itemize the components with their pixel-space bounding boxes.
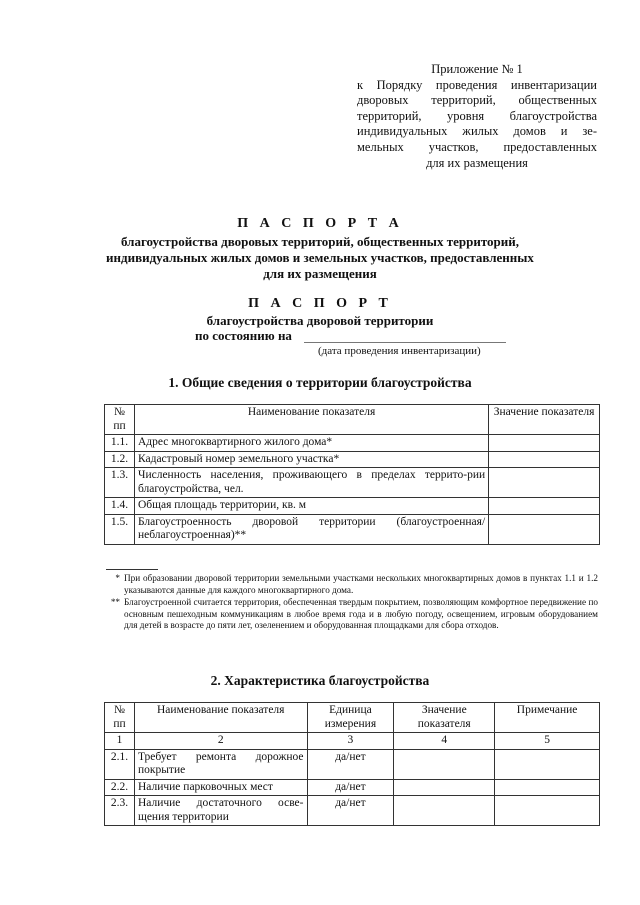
row-name: Наличие парковочных мест xyxy=(134,779,307,796)
annex-line: к Порядку проведения инвентаризации xyxy=(357,77,597,92)
column-number: 4 xyxy=(394,733,495,750)
header-cell: Наименование показателя xyxy=(134,703,307,733)
sub-title xyxy=(0,296,640,329)
row-unit: да/нет xyxy=(307,779,394,796)
header-cell: № пп xyxy=(105,703,135,733)
annex-line: мельных участков, предоставленных xyxy=(357,139,597,154)
table-row xyxy=(105,498,600,515)
annex-line: Приложение № 1 xyxy=(431,62,523,76)
row-name: Наличие достаточного осве-щения территории xyxy=(134,796,307,826)
row-number: 1.1. xyxy=(105,435,135,452)
row-note xyxy=(495,749,600,779)
row-number: 1.3. xyxy=(105,468,135,498)
main-title xyxy=(0,216,640,282)
row-value xyxy=(394,779,495,796)
table-header-row xyxy=(105,405,600,435)
column-number: 2 xyxy=(134,733,307,750)
main-title-heading: П А С П О Р Т А xyxy=(237,216,403,231)
header-cell: Значение показателя xyxy=(394,703,495,733)
header-cell: Примечание xyxy=(495,703,600,733)
main-title-line: для их размещения xyxy=(263,266,377,281)
header-cell: Наименование показателя xyxy=(134,405,488,435)
table-row xyxy=(105,779,600,796)
row-number: 1.4. xyxy=(105,498,135,515)
footnote xyxy=(106,573,598,596)
section1-title: 1. Общие сведения о территории благоустройства xyxy=(168,375,472,390)
row-note xyxy=(495,779,600,796)
row-value xyxy=(489,435,600,452)
footnote-divider xyxy=(106,569,158,570)
row-number: 2.3. xyxy=(105,796,135,826)
sub-title-heading: П А С П О Р Т xyxy=(248,296,392,311)
row-name: Общая площадь территории, кв. м xyxy=(134,498,488,515)
table-header-row xyxy=(105,703,600,733)
row-unit: да/нет xyxy=(307,796,394,826)
row-value xyxy=(489,514,600,544)
table-row xyxy=(105,468,600,498)
section2-title: 2. Характеристика благоустройства xyxy=(210,673,430,688)
header-cell: Значение показателя xyxy=(489,405,600,435)
row-value xyxy=(489,498,600,515)
footnote-mark: * xyxy=(115,573,120,583)
date-caption: (дата проведения инвентаризации) xyxy=(318,345,481,357)
row-number: 2.2. xyxy=(105,779,135,796)
characteristics-table xyxy=(104,702,600,826)
row-name: Численность населения, проживающего в пределах террито-рии благоустройства, чел. xyxy=(134,468,488,498)
column-number: 3 xyxy=(307,733,394,750)
date-field-line xyxy=(304,342,506,343)
state-label: по состоянию на xyxy=(195,328,292,343)
row-value xyxy=(489,468,600,498)
general-info-table xyxy=(104,404,600,545)
main-title-line: индивидуальных жилых домов и земельных участков, предоставленных xyxy=(106,250,534,265)
footnote-text: Благоустроенной считается территория, обеспеченная твердым покрытием, позволяющим комфортное передвижение по основным пешеходным коммуникациям в любое время года и в любую погоду, освещением, игровым оборудованием для детей в возрасте до пяти лет, озеленением и оборудованная площадками для сбора отходов. xyxy=(124,597,598,631)
column-number: 5 xyxy=(495,733,600,750)
header-cell: № пп xyxy=(105,405,135,435)
row-name: Благоустроенность дворовой территории (благоустроенная/ неблагоустроенная)** xyxy=(134,514,488,544)
annex-line: для их размещения xyxy=(426,155,528,170)
column-number: 1 xyxy=(105,733,135,750)
header-cell: Единица измерения xyxy=(307,703,394,733)
row-name: Кадастровый номер земельного участка* xyxy=(134,451,488,468)
row-note xyxy=(495,796,600,826)
annex-line: индивидуальных жилых домов и зе- xyxy=(357,124,597,139)
annex-line: территорий, уровня благоустройства xyxy=(357,108,597,123)
main-title-line: благоустройства дворовых территорий, общественных территорий, xyxy=(121,234,519,249)
annex-line: дворовых территорий, общественных xyxy=(357,93,597,108)
table-row xyxy=(105,796,600,826)
row-number: 1.5. xyxy=(105,514,135,544)
row-value xyxy=(489,451,600,468)
row-value xyxy=(394,749,495,779)
footnote-text: При образовании дворовой территории земельными участками нескольких многоквартирных домов в пунктах 1.1 и 1.2 указываются данные для каждого многоквартирного дома. xyxy=(124,573,598,595)
table-row xyxy=(105,435,600,452)
column-number-row xyxy=(105,733,600,750)
row-name: Требует ремонта дорожное покрытие xyxy=(134,749,307,779)
table-row xyxy=(105,451,600,468)
footnote xyxy=(106,597,598,632)
annex-header xyxy=(357,62,597,171)
footnote-mark: ** xyxy=(110,597,120,608)
table-row xyxy=(105,749,600,779)
row-number: 2.1. xyxy=(105,749,135,779)
row-value xyxy=(394,796,495,826)
sub-title-line: благоустройства дворовой территории xyxy=(206,313,434,328)
footnotes xyxy=(106,573,598,633)
table-row xyxy=(105,514,600,544)
row-number: 1.2. xyxy=(105,451,135,468)
row-name: Адрес многоквартирного жилого дома* xyxy=(134,435,488,452)
row-unit: да/нет xyxy=(307,749,394,779)
